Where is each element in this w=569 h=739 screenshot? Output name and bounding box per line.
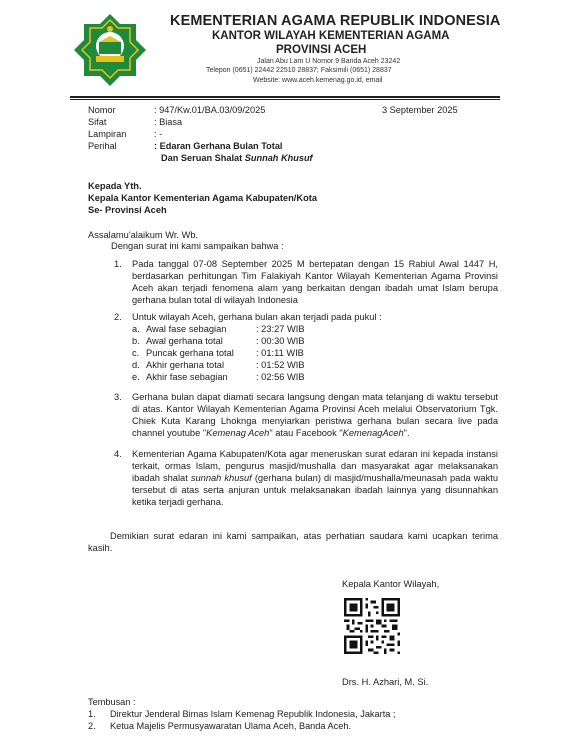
perihal-value-line2: Dan Seruan Shalat Sunnah Khusuf bbox=[161, 153, 313, 163]
point-3-number: 3. bbox=[114, 392, 122, 402]
phase-time: : 01:52 WIB bbox=[256, 360, 305, 370]
signature-title: Kepala Kantor Wilayah, bbox=[342, 579, 440, 589]
point-2-number: 2. bbox=[114, 312, 122, 322]
phase-time: : 02:56 WIB bbox=[256, 372, 305, 382]
phase-time: : 01:11 WIB bbox=[256, 348, 304, 358]
sifat-label: Sifat bbox=[88, 117, 107, 127]
signer-name: Drs. H. Azhari, M. Si. bbox=[342, 677, 429, 687]
closing-text: Demikian surat edaran ini kami sampaikan, atas perhatian saudara kami ucapkan terima kasih. bbox=[88, 531, 498, 553]
point-4-text: Kementerian Agama Kabupaten/Kota agar meneruskan surat edaran ini kepada instansi terkait, ormas Islam, pengurus masjid/mushalla dan masyarakat agar melaksanakan ibadah shalat sunnah khusuf (gerhana bulan) di masjid/mushalla/meunasah pada waktu tersebut di atas serta anjuran untuk melaksanakan ibadah lainnya yang disunnahkan ketika terjadi gerhana. bbox=[132, 449, 498, 507]
recipient-line2: Kepala Kantor Kementerian Agama Kabupaten/Kota bbox=[88, 193, 318, 203]
point-4-number: 4. bbox=[114, 449, 122, 459]
kemenag-logo bbox=[72, 12, 148, 88]
sifat-value: : Biasa bbox=[154, 117, 183, 127]
letterhead-rule-thick bbox=[70, 96, 500, 98]
phase-letter: a. bbox=[132, 324, 140, 334]
phase-name: Awal fase sebagian bbox=[146, 324, 227, 334]
point-1-text: Pada tanggal 07-08 September 2025 M bertepatan dengan 15 Rabiul Awal 1447 H, berdasarkan perhitungan Tim Falakiyah Kantor Wilayah Kementerian Agama Provinsi Aceh akan terjadi fenomena alam yang berkaitan dengan ibadah umat Islam berupa gerhana bulan total di wilayah Indonesia bbox=[132, 259, 498, 305]
letterhead-province: PROVINSI ACEH bbox=[276, 44, 367, 56]
phase-name: Akhir fase sebagian bbox=[146, 372, 228, 382]
cc-label: Tembusan : bbox=[88, 697, 136, 707]
recipient-line1: Kepada Yth. bbox=[88, 181, 142, 191]
point-2-text: Untuk wilayah Aceh, gerhana bulan akan terjadi pada pukul : bbox=[132, 312, 382, 322]
phase-name: Puncak gerhana total bbox=[146, 348, 234, 358]
letterhead-address: Jalan Abu Lam U Nomor 9 Banda Aceh 23242 bbox=[257, 58, 401, 65]
phase-time: : 00:30 WIB bbox=[256, 336, 305, 346]
phase-letter: b. bbox=[132, 336, 140, 346]
lampiran-value: : - bbox=[154, 129, 163, 139]
nomor-value: : 947/Kw.01/BA.03/09/2025 bbox=[154, 105, 266, 115]
letterhead-office: KANTOR WILAYAH KEMENTERIAN AGAMA bbox=[212, 30, 450, 42]
lampiran-label: Lampiran bbox=[88, 129, 127, 139]
phase-time: : 23:27 WIB bbox=[256, 324, 305, 334]
qr-code-signature bbox=[344, 598, 400, 654]
perihal-label: Perihal bbox=[88, 141, 117, 151]
letterhead-ministry: KEMENTERIAN AGAMA REPUBLIK INDONESIA bbox=[170, 13, 501, 29]
cc-item-number: 1. bbox=[88, 709, 96, 719]
point-1-number: 1. bbox=[114, 259, 122, 269]
phase-name: Akhir gerhana total bbox=[146, 360, 225, 370]
perihal-value-line1: : Edaran Gerhana Bulan Total bbox=[154, 141, 283, 151]
cc-item-text: Direktur Jenderal Bimas Islam Kemenag Republik Indonesia, Jakarta ; bbox=[110, 709, 396, 719]
greeting: Assalamu'alaikum Wr. Wb. bbox=[88, 230, 199, 240]
phase-letter: e. bbox=[132, 372, 140, 382]
recipient-line3: Se- Provinsi Aceh bbox=[88, 205, 167, 215]
point-3-text: Gerhana bulan dapat diamati secara langsung dengan mata telanjang di waktu tersebut di atas. Kantor Wilayah Kementerian Agama Provinsi Aceh melalui Observatorium Tgk. Chiek Kuta Karang Lhoknga menyiarkan peristiwa gerhana bulan secara live pada channel youtube "Kemenag Aceh" atau Facebook "KemenagAceh". bbox=[132, 392, 498, 438]
letterhead-rule-thin bbox=[70, 99, 500, 100]
cc-item-text: Ketua Majelis Permusyawaratan Ulama Aceh, Banda Aceh. bbox=[110, 721, 352, 731]
letterhead-website: Website: www.aceh.kemenag.go.id, email bbox=[253, 77, 383, 84]
letter-date: 3 September 2025 bbox=[382, 105, 458, 115]
intro-text: Dengan surat ini kami sampaikan bahwa : bbox=[111, 241, 284, 251]
phase-name: Awal gerhana total bbox=[146, 336, 223, 346]
phase-letter: c. bbox=[132, 348, 140, 358]
cc-item-number: 2. bbox=[88, 721, 96, 731]
letterhead-phone: Telepon (0651) 22442 22510 28837; Faksimili (0651) 28837 bbox=[206, 67, 392, 74]
nomor-label: Nomor bbox=[88, 105, 116, 115]
phase-letter: d. bbox=[132, 360, 140, 370]
